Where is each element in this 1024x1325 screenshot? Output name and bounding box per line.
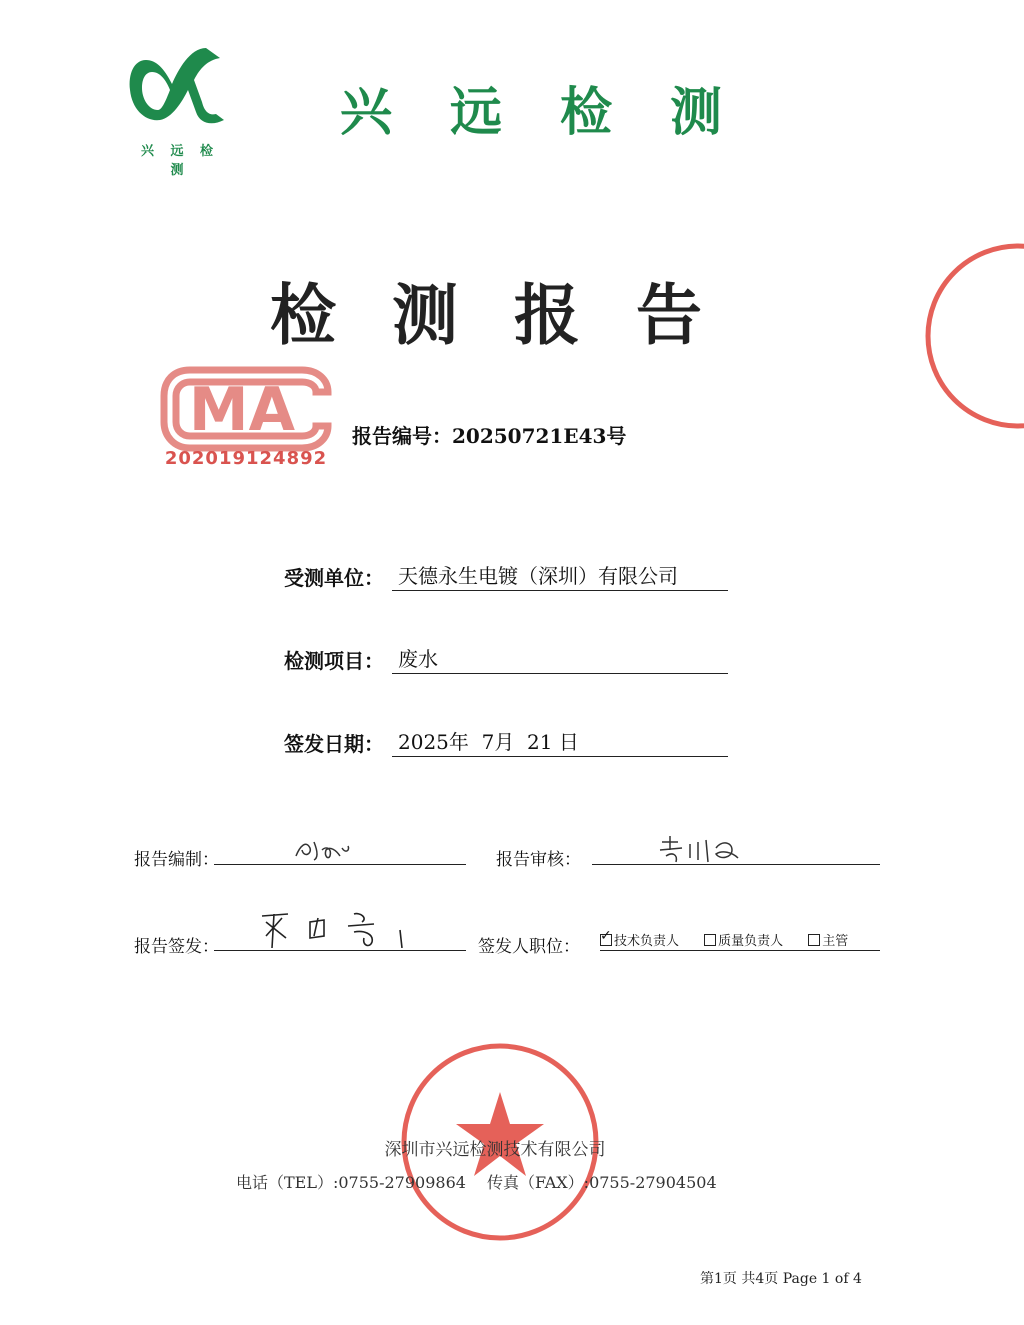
issue-date-label: 签发日期： [284,732,384,756]
reviewer-signature [592,836,880,864]
ma-letters: MA [188,375,296,445]
check-mark-icon: ✓ [600,928,612,944]
issuer-signature-line [214,922,466,951]
footer-contact: 电话（TEL）:0755-27909864 传真（FAX）:0755-27904504 [236,1173,717,1192]
company-logo-icon [128,40,232,132]
compiler-signature [214,836,466,864]
report-number: 报告编号：20250721E43号 [352,424,627,448]
brand-name: 兴远检测 [340,82,781,143]
position-option-label: 主管 [822,934,849,949]
position-checkbox-quality[interactable] [704,934,716,946]
issue-date-value: 2025年 7月 21 日 [392,726,728,757]
compiler-signature-line [214,836,466,865]
reviewer-signature-line [592,836,880,865]
position-checkbox-supervisor[interactable] [808,934,820,946]
issuer-label: 报告签发： [134,937,219,957]
test-item-value: 废水 [392,643,728,674]
test-item-label: 检测项目： [284,649,384,673]
position-options [600,930,880,951]
reviewer-label: 报告审核： [496,850,581,870]
ma-certificate-number: 202019124892 [164,448,328,469]
client-value: 天德永生电镀（深圳）有限公司 [392,560,728,591]
issuer-signature [214,908,466,948]
client-label: 受测单位： [284,566,384,590]
position-option-label: 技术负责人 [614,934,680,949]
document-title: 检测报告 [270,276,758,354]
compiler-label: 报告编制： [134,850,219,870]
position-checkbox-technical[interactable] [600,928,612,946]
partial-seal-stamp [922,236,1024,436]
logo-caption: 兴 远 检 测 [140,144,220,178]
position-option-label: 质量负责人 [718,934,784,949]
footer-company-name: 深圳市兴远检测技术有限公司 [384,1140,606,1160]
page-indicator: 第1页 共4页 Page 1 of 4 [700,1271,862,1287]
issuer-position-label: 签发人职位： [478,937,580,957]
